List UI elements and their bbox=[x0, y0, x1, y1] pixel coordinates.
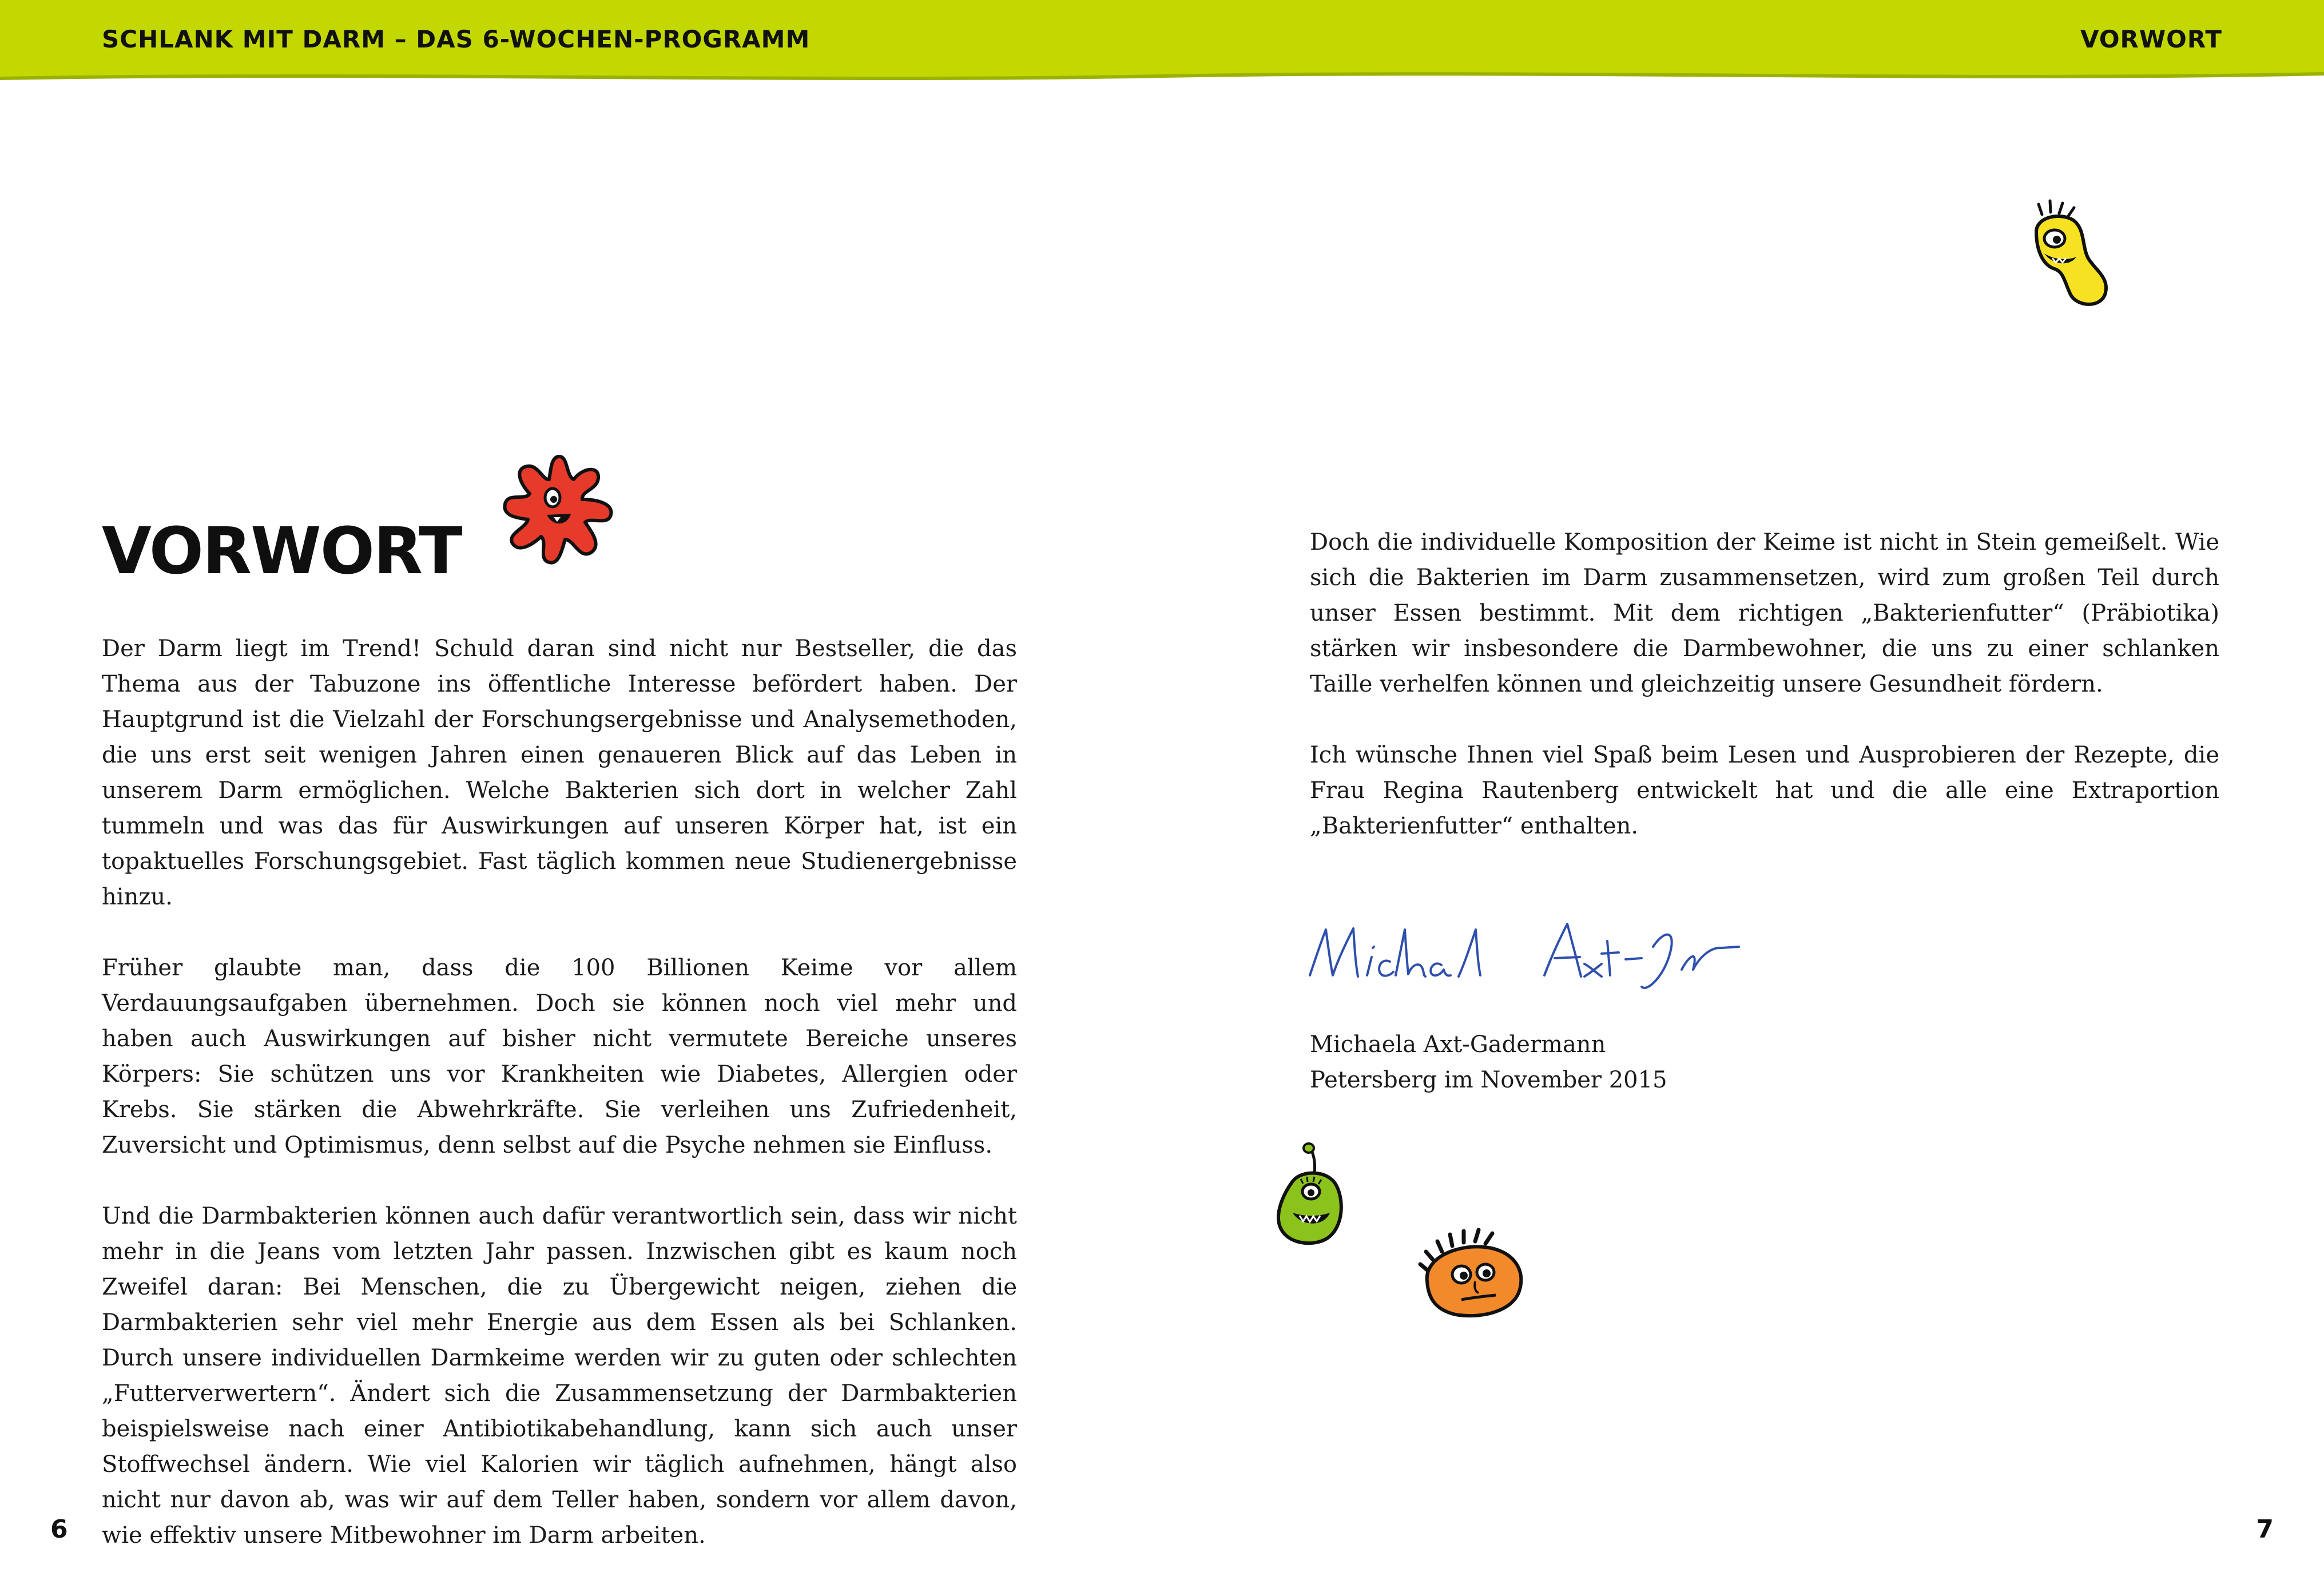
place-and-date: Petersberg im November 2015 bbox=[1310, 1067, 1667, 1093]
chapter-title: VORWORT bbox=[102, 514, 462, 589]
orange-germ-icon bbox=[1416, 1224, 1530, 1321]
page-number-right: 7 bbox=[2256, 1515, 2274, 1544]
yellow-germ-icon bbox=[2019, 197, 2122, 312]
signature bbox=[1298, 912, 1745, 998]
running-head-book-title: SCHLANK MIT DARM – DAS 6-WOCHEN-PROGRAMM bbox=[102, 25, 811, 53]
sign-off bbox=[1310, 1027, 1667, 1098]
right-column-text bbox=[1310, 525, 2219, 879]
page-number-left: 6 bbox=[50, 1515, 68, 1544]
running-head-chapter: VORWORT bbox=[2080, 25, 2222, 53]
green-germ-icon bbox=[1270, 1141, 1356, 1256]
left-column-text bbox=[102, 631, 1017, 1588]
left-paragraph-3: Und die Darmbakterien können auch dafür verantwortlich sein, dass wir nicht mehr in die Jeans vom letzten Jahr passen. Inzwischen gibt es kaum noch Zweifel daran: Bei Menschen, die zu Übergewicht neigen, ziehen die Darmbakterien sehr viel mehr Energie aus dem Essen als bei Schlanken. Durch unsere individuellen Darmkeime werden wir zu guten oder schlechten „Futterverwertern“. Ändert sich die Zusammensetzung der Darmbakterien beispielsweise nach einer Antibiotikabehandlung, kann sich auch unser Stoffwechsel ändern. Wie viel Kalorien wir täglich aufnehmen, hängt also nicht nur davon ab, was wir auf dem Teller haben, sondern vor allem davon, wie effektiv unsere Mitbewohner im Darm arbeiten. bbox=[102, 1203, 1017, 1549]
right-paragraph-2: Ich wünsche Ihnen viel Spaß beim Lesen und Ausprobieren der Rezepte, die Frau Regina Rautenberg entwickelt hat und die alle eine Extraportion „Bakterienfutter“ enthalten. bbox=[1310, 742, 2219, 839]
red-germ-icon bbox=[496, 445, 622, 571]
right-paragraph-1: Doch die individuelle Komposition der Keime ist nicht in Stein gemeißelt. Wie sich die Bakterien im Darm zusammensetzen, wird zum großen Teil durch unser Essen bestimmt. Mit dem richtigen „Bakterienfutter“ (Präbiotika) stärken wir insbesondere die Darmbewohner, die uns zu einer schlanken Taille verhelfen können und gleichzeitig unsere Gesundheit fördern. bbox=[1310, 529, 2219, 697]
left-paragraph-2: Früher glaubte man, dass die 100 Billionen Keime vor allem Verdauungsaufgaben übernehmen. Doch sie können noch viel mehr und haben auch Auswirkungen auf bisher nicht vermutete Bereiche unseres Körpers: Sie schützen uns vor Krankheiten wie Diabetes, Allergien oder Krebs. Sie stärken die Abwehrkräfte. Sie verleihen uns Zufriedenheit, Zuversicht und Optimismus, denn selbst auf die Psyche nehmen sie Einfluss. bbox=[102, 955, 1017, 1158]
author-name: Michaela Axt-Gadermann bbox=[1310, 1031, 1606, 1058]
left-paragraph-1: Der Darm liegt im Trend! Schuld daran sind nicht nur Bestseller, die das Thema aus der Tabuzone ins öffentliche Interesse befördert haben. Der Hauptgrund ist die Vielzahl der Forschungsergebnisse und Analysemethoden, die uns erst seit wenigen Jahren einen genaueren Blick auf das Leben in unserem Darm ermöglichen. Welche Bakterien sich dort in welcher Zahl tummeln und was das für Auswirkungen auf unseren Körper hat, ist ein topaktuelles Forschungsgebiet. Fast täglich kommen neue Studienergebnisse hinzu. bbox=[102, 636, 1017, 910]
